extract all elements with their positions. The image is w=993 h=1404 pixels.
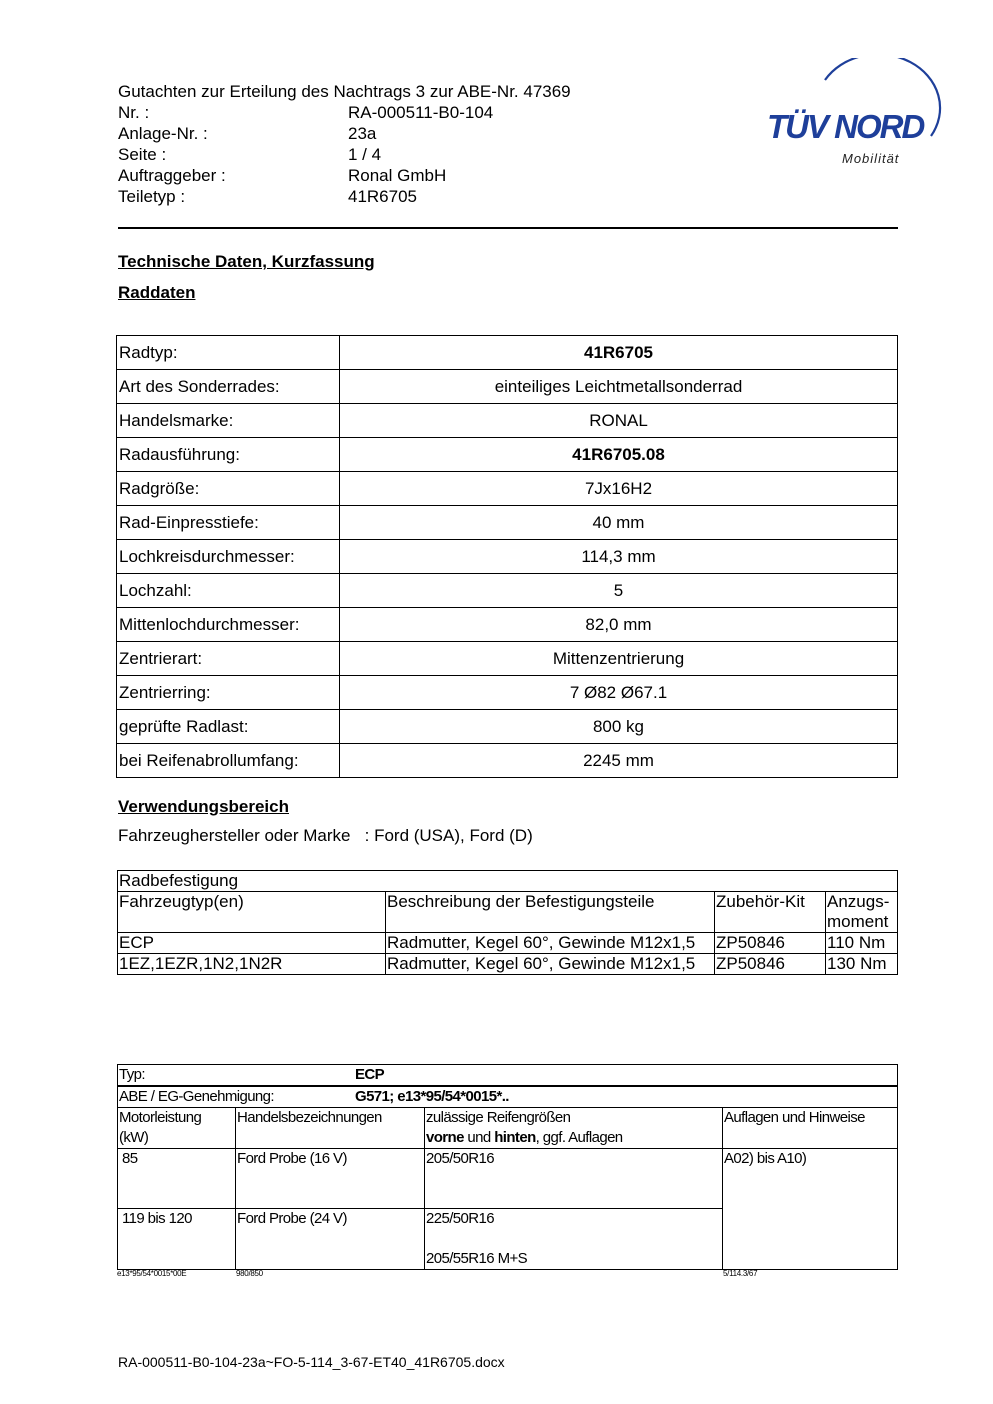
radbefestigung-title: Radbefestigung — [118, 871, 898, 892]
raddaten-table — [116, 335, 898, 778]
raddaten-value: 114,3 mm — [340, 540, 898, 574]
table-cell: 130 Nm — [826, 954, 898, 975]
column-header: Zubehör-Kit — [715, 892, 826, 933]
table-row — [117, 608, 898, 642]
table-row — [117, 370, 898, 404]
table-cell: 119 bis 120 — [118, 1209, 236, 1270]
table-cell: 1EZ,1EZR,1N2,1N2R — [118, 954, 386, 975]
tire-size: 225/50R16 — [426, 1210, 494, 1227]
header-key: Auftraggeber : — [118, 166, 226, 185]
logo-subtitle: Mobilität — [842, 151, 900, 166]
column-header: Handelsbezeichnungen — [236, 1108, 425, 1149]
table-cell: Radmutter, Kegel 60°, Gewinde M12x1,5 — [386, 954, 715, 975]
raddaten-key: Handelsmarke: — [117, 404, 340, 438]
verwendung-title: Verwendungsbereich — [118, 797, 289, 816]
column-header: Anzugs-moment — [826, 892, 898, 933]
hersteller-label: Fahrzeughersteller oder Marke — [118, 826, 351, 845]
raddaten-key: Zentrierring: — [117, 676, 340, 710]
tuev-nord-logo — [765, 58, 945, 170]
table-row — [117, 642, 898, 676]
raddaten-key: Radgröße: — [117, 472, 340, 506]
table-row — [117, 744, 898, 778]
raddaten-key: Art des Sonderrades: — [117, 370, 340, 404]
typ-label: Typ: — [119, 1066, 145, 1083]
raddaten-key: Lochzahl: — [117, 574, 340, 608]
raddaten-value: RONAL — [340, 404, 898, 438]
table-row — [118, 933, 898, 954]
raddaten-key: Rad-Einpresstiefe: — [117, 506, 340, 540]
table-row — [117, 574, 898, 608]
raddaten-key: bei Reifenabrollumfang: — [117, 744, 340, 778]
header-value: 23a — [348, 124, 377, 143]
table-cell: Ford Probe (24 V) — [236, 1209, 425, 1270]
header-key: Nr. : — [118, 103, 150, 122]
raddaten-value: 82,0 mm — [340, 608, 898, 642]
reifen-header-line1: zulässige Reifengrößen — [426, 1109, 571, 1126]
document-header — [118, 81, 571, 207]
header-key: Anlage-Nr. : — [118, 124, 208, 143]
raddaten-value: 2245 mm — [340, 744, 898, 778]
header-value: 41R6705 — [348, 187, 418, 206]
section-title: Technische Daten, Kurzfassung — [118, 252, 375, 271]
table-cell: 85 — [118, 1149, 236, 1209]
raddaten-key: Radausführung: — [117, 438, 340, 472]
report-title: Gutachten zur Erteilung des Nachtrags 3 zur ABE-Nr. 47369 — [118, 82, 571, 101]
document-footer: RA-000511-B0-104-23a~FO-5-114_3-67-ET40_41R6705.docx — [118, 1354, 505, 1370]
table-row — [117, 710, 898, 744]
raddaten-value: Mittenzentrierung — [340, 642, 898, 676]
header-row-teiletyp — [118, 186, 571, 207]
auflagen-cell: A02) bis A10) — [723, 1149, 898, 1270]
table-foot-right: 5/114.3/67 — [723, 1269, 758, 1278]
typ-table — [117, 1064, 898, 1270]
abe-value: G571; e13*95/54*0015*.. — [355, 1088, 509, 1105]
raddaten-key: Radtyp: — [117, 336, 340, 370]
raddaten-value: 41R6705.08 — [340, 438, 898, 472]
column-header: Auflagen und Hinweise — [723, 1108, 898, 1149]
table-row — [118, 1149, 898, 1209]
raddaten-value: 5 — [340, 574, 898, 608]
reifen-vorne: vorne — [426, 1129, 464, 1146]
raddaten-value: einteiliges Leichtmetallsonderrad — [340, 370, 898, 404]
table-row — [117, 438, 898, 472]
header-value: 1 / 4 — [348, 145, 382, 164]
table-row — [118, 954, 898, 975]
hersteller-line — [118, 826, 533, 846]
raddaten-key: geprüfte Radlast: — [117, 710, 340, 744]
header-row-auftraggeber — [118, 165, 571, 186]
header-value: RA-000511-B0-104 — [348, 103, 494, 122]
raddaten-key: Mittenlochdurchmesser: — [117, 608, 340, 642]
reifen-hinten: hinten — [494, 1129, 536, 1146]
logo-wordmark: TÜV NORD — [767, 108, 924, 145]
table-cell — [425, 1209, 723, 1270]
hersteller-value: : Ford (USA), Ford (D) — [364, 826, 533, 845]
table-cell: ECP — [118, 933, 386, 954]
reifen-rest: , ggf. Auflagen — [535, 1129, 623, 1146]
header-row-nr — [118, 102, 571, 123]
column-header: Fahrzeugtyp(en) — [118, 892, 386, 933]
abe-label: ABE / EG-Genehmigung: — [119, 1088, 274, 1105]
typ-value: ECP — [355, 1066, 385, 1083]
column-header — [425, 1108, 723, 1149]
abe-row — [118, 1086, 898, 1108]
table-row — [117, 404, 898, 438]
typ-row — [118, 1065, 898, 1087]
raddaten-value: 800 kg — [340, 710, 898, 744]
column-header: Motorleistung (kW) — [118, 1108, 236, 1149]
table-row — [117, 472, 898, 506]
raddaten-value: 40 mm — [340, 506, 898, 540]
section-subtitle: Raddaten — [118, 283, 196, 302]
table-cell: Radmutter, Kegel 60°, Gewinde M12x1,5 — [386, 933, 715, 954]
table-row — [117, 336, 898, 370]
header-key: Teiletyp : — [118, 187, 186, 206]
raddaten-key: Zentrierart: — [117, 642, 340, 676]
table-cell: ZP50846 — [715, 933, 826, 954]
raddaten-value: 7Jx16H2 — [340, 472, 898, 506]
header-value: Ronal GmbH — [348, 166, 447, 185]
header-row-anlage — [118, 123, 571, 144]
table-foot-mid: 980/850 — [236, 1269, 263, 1278]
table-cell: 110 Nm — [826, 933, 898, 954]
raddaten-value: 41R6705 — [340, 336, 898, 370]
header-row-seite — [118, 144, 571, 165]
header-key: Seite : — [118, 145, 167, 164]
raddaten-value: 7 Ø82 Ø67.1 — [340, 676, 898, 710]
table-foot-left: e13*95/54*0015*00E — [117, 1269, 187, 1278]
header-divider — [118, 227, 898, 229]
table-cell: Ford Probe (16 V) — [236, 1149, 425, 1209]
table-row — [117, 540, 898, 574]
radbefestigung-table — [117, 870, 898, 975]
tire-size: 205/55R16 M+S — [426, 1250, 528, 1267]
table-row — [117, 676, 898, 710]
table-cell: ZP50846 — [715, 954, 826, 975]
raddaten-key: Lochkreisdurchmesser: — [117, 540, 340, 574]
reifen-und: und — [463, 1129, 495, 1146]
table-header-row — [118, 1108, 898, 1149]
table-cell: 205/50R16 — [425, 1149, 723, 1209]
column-header: Beschreibung der Befestigungsteile — [386, 892, 715, 933]
table-header-row — [118, 892, 898, 933]
table-row — [117, 506, 898, 540]
